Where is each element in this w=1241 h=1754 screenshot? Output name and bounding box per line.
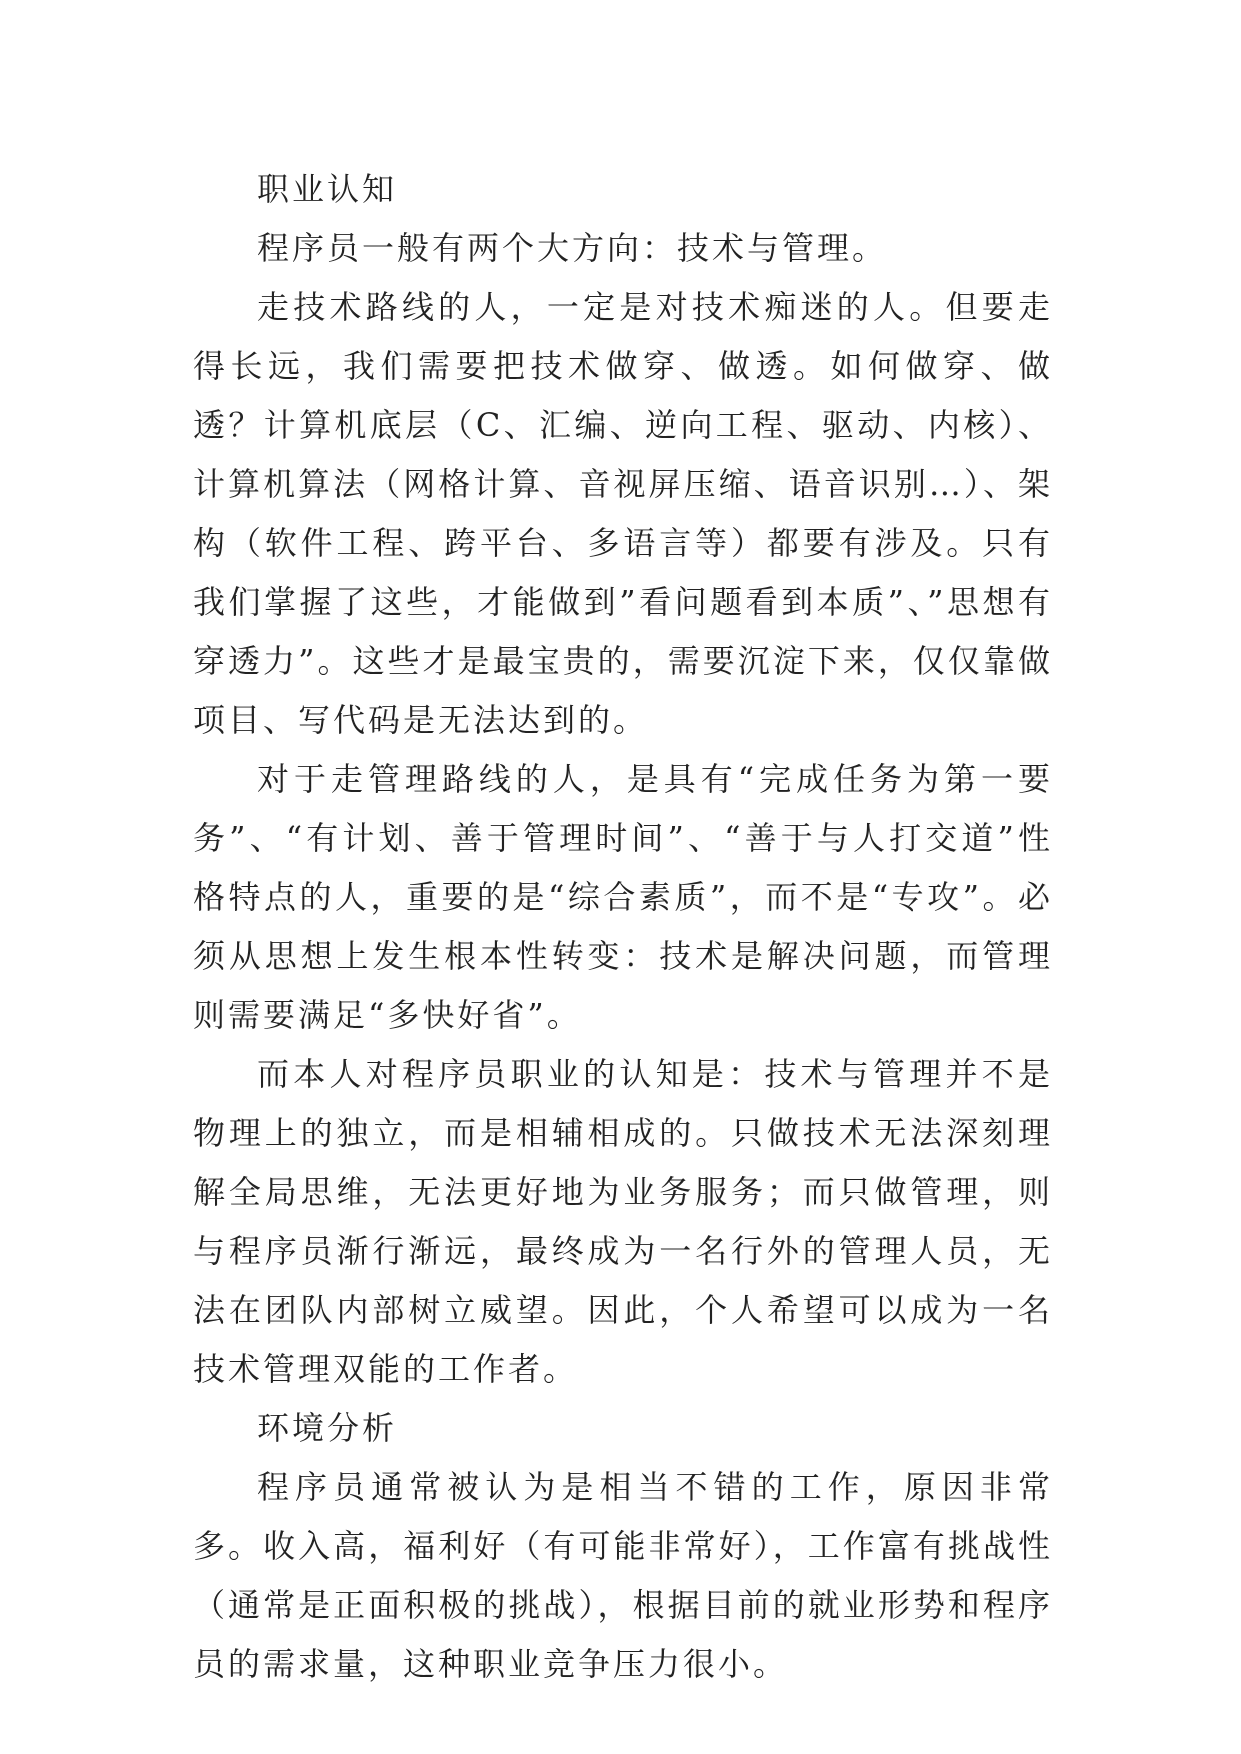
paragraph: 程序员通常被认为是相当不错的工作，原因非常多。收入高，福利好（有可能非常好），工作富有挑战性（通常是正面积极的挑战），根据目前的就业形势和程序员的需求量，这种职业竞争压力很小。: [193, 1468, 1053, 1683]
paragraph: 对于走管理路线的人，是具有“完成任务为第一要务”、“有计划、善于管理时间”、“善于与人打交道”性格特点的人，重要的是“综合素质”，而不是“专攻”。必须从思想上发生根本性转变：技术是解决问题，而管理则需要满足“多快好省”。: [193, 760, 1053, 1034]
paragraph: 走技术路线的人，一定是对技术痴迷的人。但要走得长远，我们需要把技术做穿、做透。如何做穿、做透？计算机底层（C、汇编、逆向工程、驱动、内核）、计算机算法（网格计算、音视屏压缩、语音识别…）、架构（软件工程、跨平台、多语言等）都要有涉及。只有我们掌握了这些，才能做到”看问题看到本质”、”思想有穿透力”。这些才是最宝贵的，需要沉淀下来，仅仅靠做项目、写代码是无法达到的。: [193, 288, 1053, 739]
document-body: [193, 160, 1053, 1694]
section-heading-career-cognition: 职业认知: [257, 170, 398, 208]
paragraph: 而本人对程序员职业的认知是：技术与管理并不是物理上的独立，而是相辅相成的。只做技术无法深刻理解全局思维，无法更好地为业务服务；而只做管理，则与程序员渐行渐远，最终成为一名行外的管理人员，无法在团队内部树立威望。因此，个人希望可以成为一名技术管理双能的工作者。: [193, 1055, 1053, 1388]
paragraph: 程序员一般有两个大方向：技术与管理。: [257, 229, 888, 267]
section-heading-environment-analysis: 环境分析: [257, 1409, 398, 1447]
